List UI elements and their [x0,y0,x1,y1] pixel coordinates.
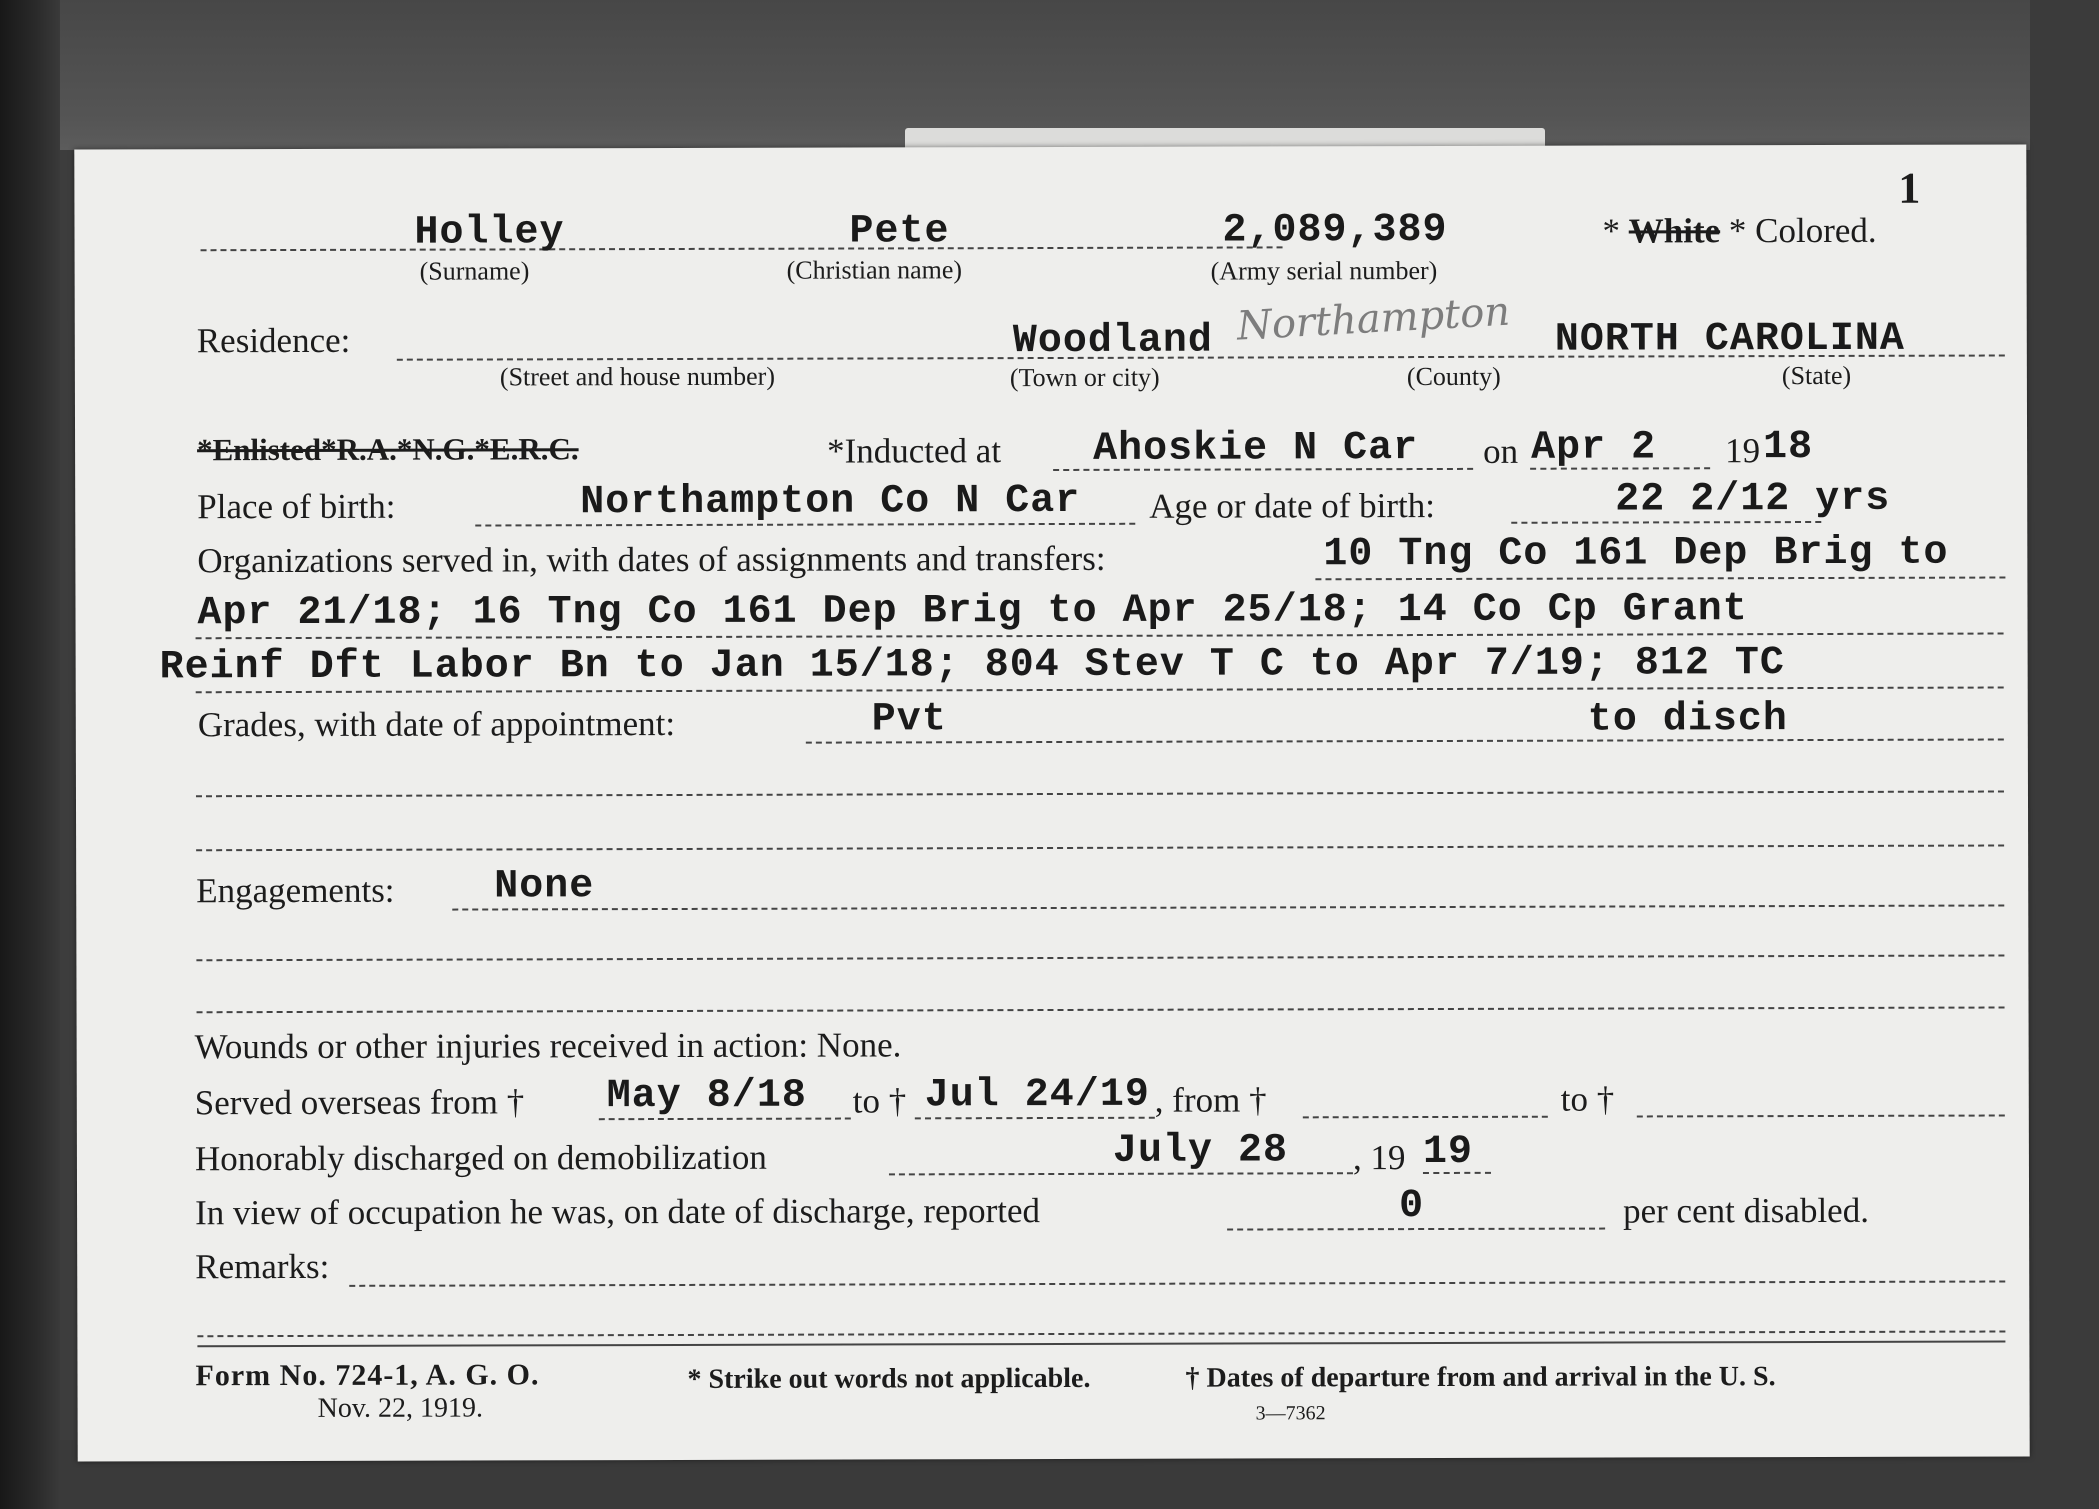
town-caption: (Town or city) [1009,362,1160,393]
overseas-to-value: Jul 24/19 [924,1072,1150,1119]
induction-on-label: on [1483,431,1519,471]
birth-place-value: Northampton Co N Car [580,478,1081,526]
overseas-to-label: to † [852,1081,907,1121]
state-caption: (State) [1781,360,1852,391]
remarks-line-2 [197,1331,2005,1338]
remarks-label: Remarks: [195,1246,330,1287]
enlistment-struck: *Enlisted*R.A.*N.G.*E.R.C. [197,431,579,468]
serial-caption: (Army serial number) [1210,255,1438,286]
service-record-card [74,144,2029,1461]
grades-line [806,739,2004,744]
county-handwritten: Northampton [1235,288,1512,350]
grade-value: Pvt [871,697,947,743]
christian-name-value: Pete [849,209,950,255]
engagements-blank-line-1 [196,955,2004,962]
overseas-label: Served overseas from † [194,1082,525,1123]
engagements-value: None [494,864,595,910]
street-caption: (Street and house number) [499,361,776,392]
form-date: Nov. 22, 1919. [317,1392,484,1424]
organizations-line-1 [1315,577,2005,581]
print-code: 3—7362 [1255,1402,1326,1425]
scan-background-right [2030,0,2099,1509]
induction-place-value: Ahoskie N Car [1093,426,1419,472]
county-caption: (County) [1406,361,1501,392]
discharge-date-value: July 28 [1112,1128,1289,1174]
discharge-year-line [1423,1172,1491,1174]
footnote-dates: † Dates of departure from and arrival in the U. S. [1185,1361,1776,1394]
organizations-value-1: 10 Tng Co 161 Dep Brig to [1323,530,1949,578]
overseas-from2-line [1303,1116,1548,1119]
discharge-year-value: 19 [1422,1129,1473,1176]
inducted-label: *Inducted at [827,431,1002,471]
race-field [1602,211,1876,252]
disability-label: In view of occupation he was, on date of discharge, reported [195,1191,1041,1233]
age-value: 22 2/12 yrs [1615,476,1891,523]
induction-year-prefix: 19 [1725,431,1761,471]
form-number: Form No. 724-1, A. G. O. [195,1358,540,1393]
organizations-value-3: Reinf Dft Labor Bn to Jan 15/18; 804 Stev T C to Apr 7/19; 812 TC [159,641,1785,691]
footer-divider [197,1341,2005,1348]
serial-value: 2,089,389 [1222,207,1448,254]
engagements-line [452,905,2004,911]
overseas-from2-label: , from † [1154,1080,1267,1120]
residence-label: Residence: [196,320,351,361]
state-value: NORTH CAROLINA [1554,316,1905,363]
name-line [201,246,1283,251]
organizations-label: Organizations served in, with dates of assignments and transfers: [197,538,1106,581]
grades-blank-line-1 [196,791,2004,798]
overseas-to2-label: to † [1560,1079,1615,1119]
disability-suffix: per cent disabled. [1623,1190,1869,1231]
induction-year-value: 18 [1763,425,1814,471]
town-value: Woodland [1012,318,1213,365]
induction-date-value: Apr 2 [1531,425,1657,471]
card-number: 1 [1898,163,1921,213]
grades-label: Grades, with date of appointment: [197,703,676,745]
scan-border-left [0,0,60,1509]
surname-value: Holley [414,210,565,256]
race-asterisk: * [1602,211,1629,251]
remarks-line-1 [349,1281,2005,1287]
grades-blank-line-2 [196,845,2004,852]
wounds-text: Wounds or other injuries received in action: None. [194,1025,902,1067]
overseas-from-value: May 8/18 [606,1073,807,1120]
race-white-struck: White [1628,211,1721,251]
discharge-year-prefix: , 19 [1352,1138,1406,1178]
organizations-value-2: Apr 21/18; 16 Tng Co 161 Dep Brig to Apr 25/18; 14 Co Cp Grant [197,587,1748,637]
surname-caption: (Surname) [419,256,530,286]
birth-place-label: Place of birth: [197,486,396,527]
engagements-label: Engagements: [196,870,395,911]
disability-value: 0 [1398,1184,1425,1230]
grade-to-value: to disch [1587,697,1788,743]
age-label: Age or date of birth: [1149,485,1436,526]
footnote-strike: * Strike out words not applicable. [687,1362,1091,1395]
discharge-label: Honorably discharged on demobilization [194,1137,767,1179]
overseas-to2-line [1637,1115,2005,1118]
christian-name-caption: (Christian name) [786,255,963,285]
race-colored: * Colored. [1728,210,1877,251]
engagements-blank-line-2 [197,1007,2005,1014]
